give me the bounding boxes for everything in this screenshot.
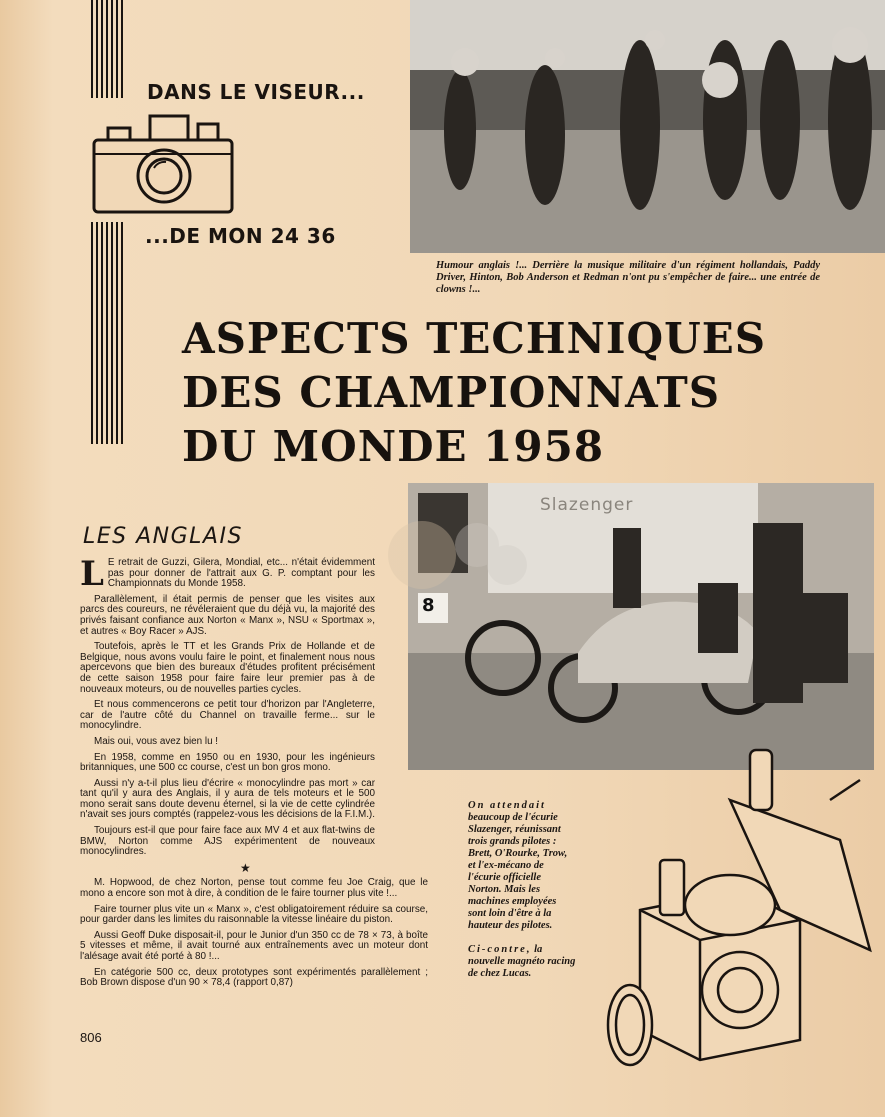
header-line-1: DANS LE VISEUR... (147, 80, 365, 104)
paragraph-12: En catégorie 500 cc, deux prototypes sont expérimentés parallèlement ; Bob Brown dispose d'un 90 × 78,4 (rapport 0,87) (80, 966, 428, 989)
paragraph-8: Toujours est-il que pour faire face aux MV 4 et aux flat-twins de BMW, Norton comme AJS expérimentent de nouveaux monocylindres. (80, 825, 375, 858)
slazenger-sign: Slazenger (540, 495, 634, 515)
racing-number: 8 (422, 595, 435, 616)
paragraph-2: Parallèlement, il était permis de penser que les visites aux parcs des coureurs, ne révéleraient que du déjà vu, la majorité des privés faisant confiance aux Norton « Manx », NSU « Sportmax », et autres « Boy Racer » AJS. (80, 593, 375, 637)
page-number: 806 (80, 1030, 102, 1045)
paragraph-11: Aussi Geoff Duke disposait-il, pour le Junior d'un 350 cc de 78 × 73, à boîte 5 vitesses et même, il avait tourné aux entraînements avec un moteur dont l'alésage avait été porté à 80 !... (80, 929, 428, 962)
section-heading: LES ANGLAIS (83, 524, 243, 549)
paragraph-3: Toutefois, après le TT et les Grands Prix de Hollande et de Belgique, nous avons voulu faire le point, et finalement nous nous apercevons que bien des bureaux d'études profitent précisément de cette saison 1958 pour faire faire leur premier pas à de nouveaux moteurs, ou de nouvelles parties cycles. (80, 641, 375, 695)
title-line-1: ASPECTS TECHNIQUES (182, 314, 767, 363)
paragraph-10: Faire tourner plus vite un « Manx », c'est obligatoirement réduire sa course, pour garder dans les limites du raisonnable la vitesse linéaire du piston. (80, 903, 428, 926)
drop-cap: L (80, 554, 104, 594)
paragraph-9: M. Hopwood, de chez Norton, pense tout comme feu Joe Craig, que le mono a encore son mot à dire, à condition de le faire tourner plus vite !... (80, 877, 428, 900)
caption-part-2: beaucoup de l'écurie Slazenger, réunissant trois grands pilotes : Brett, O'Rourke, Trow, et l'ex-mécano de l'écurie officielle Norton. Mais les machines employées sont loin d'être à la hauteur des pilotes. (468, 812, 568, 931)
article-body (80, 554, 428, 994)
caption-part-3: Ci-contre, (468, 944, 532, 955)
lucas-magneto-drawing (600, 740, 880, 1070)
paragraph-6: En 1958, comme en 1950 ou en 1930, pour les ingénieurs britanniques, une 500 cc course, c'est un bon gros mono. (80, 751, 375, 774)
paragraph-1: E retrait de Guzzi, Gilera, Mondial, etc... n'était évidemment pas pour donner de l'attrait aux G. P. comptant pour les Championnats du Monde 1958. (107, 557, 375, 590)
caption-part-1: On attendait (468, 800, 546, 811)
paragraph-5: Mais oui, vous avez bien lu ! (94, 735, 219, 747)
camera-icon (88, 110, 238, 220)
title-line-2: DES CHAMPIONNATS (182, 368, 721, 417)
paragraph-4: Et nous commencerons ce petit tour d'horizon par l'Angleterre, car de l'autre côté du Channel on travaille ferme... sur le monocylindre. (80, 699, 375, 732)
watermark-logo (382, 515, 532, 595)
parade-photo-caption: Humour anglais !... Derrière la musique militaire d'un régiment hollandais, Paddy Driver, Hinton, Bob Anderson et Redman n'ont pu s'empêcher de faire... une entrée de clowns !... (436, 260, 820, 295)
film-strip-bars-top (91, 0, 125, 98)
caption-part-4: la nouvelle magnéto racing de chez Lucas. (468, 944, 576, 979)
header-line-2: ...DE MON 24 36 (145, 224, 336, 248)
article-title (182, 312, 767, 474)
film-strip-bars-bottom (91, 222, 125, 444)
parade-photo (410, 0, 885, 253)
title-line-3: DU MONDE 1958 (182, 422, 605, 471)
team-photo-caption (468, 800, 576, 980)
star-separator: ★ (240, 860, 251, 875)
paragraph-7: Aussi n'y a-t-il plus lieu d'écrire « monocylindre pas mort » car tant qu'il y aura des Anglais, il y aura de tels moteurs et le 500 mono serait sans doute devenu éternel, si la vie de cette cylindrée n'avait ses jours comptés (rappelez-vous les décisions de la F.I.M.). (80, 777, 375, 821)
